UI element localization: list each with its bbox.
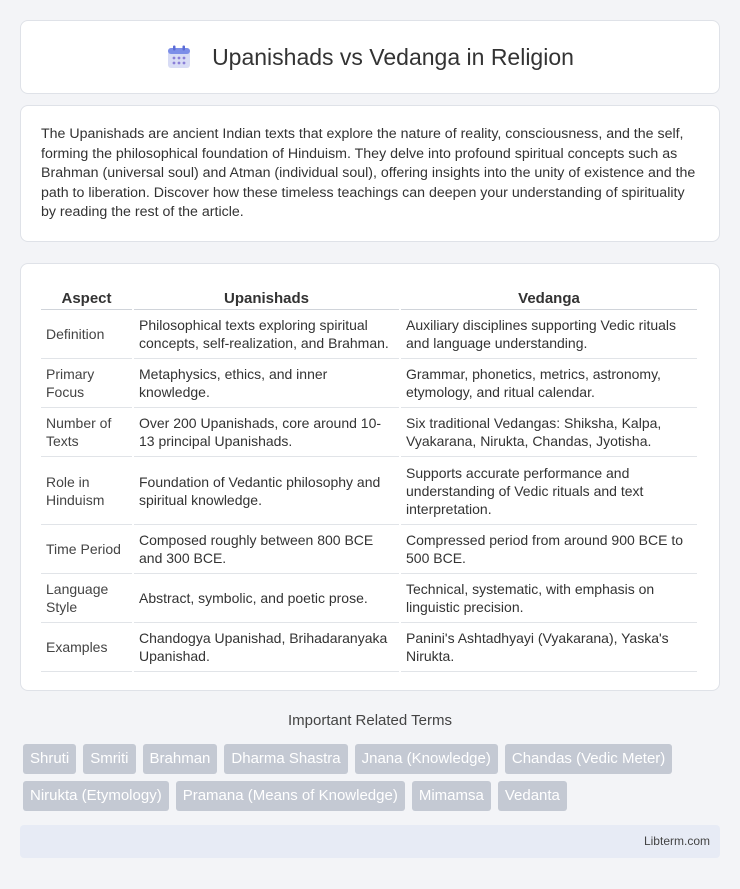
intro-card [20, 105, 720, 242]
term-tag[interactable]: Chandas (Vedic Meter) [505, 744, 672, 774]
comparison-table-card [20, 263, 720, 691]
term-tag[interactable]: Dharma Shastra [224, 744, 347, 774]
cell-aspect: Role in Hinduism [41, 457, 132, 525]
cell-vedanga: Auxiliary disciplines supporting Vedic rituals and language understanding. [401, 310, 697, 359]
term-tag[interactable]: Brahman [143, 744, 218, 774]
term-tag[interactable]: Nirukta (Etymology) [23, 781, 169, 811]
cell-upanishads: Abstract, symbolic, and poetic prose. [134, 574, 399, 623]
cell-upanishads: Foundation of Vedantic philosophy and spiritual knowledge. [134, 457, 399, 525]
table-row [41, 525, 697, 574]
cell-aspect: Language Style [41, 574, 132, 623]
calendar-icon [166, 44, 192, 70]
table-row [41, 623, 697, 672]
page-title: Upanishads vs Vedanga in Religion [212, 43, 574, 70]
cell-aspect: Examples [41, 623, 132, 672]
related-terms-title: Important Related Terms [288, 712, 452, 729]
cell-upanishads: Philosophical texts exploring spiritual concepts, self-realization, and Brahman. [134, 310, 399, 359]
term-tag[interactable]: Jnana (Knowledge) [355, 744, 498, 774]
table-row [41, 574, 697, 623]
cell-vedanga: Compressed period from around 900 BCE to 500 BCE. [401, 525, 697, 574]
cell-upanishads: Chandogya Upanishad, Brihadaranyaka Upanishad. [134, 623, 399, 672]
related-terms-list [23, 744, 723, 811]
cell-aspect: Definition [41, 310, 132, 359]
table-row [41, 310, 697, 359]
table-row [41, 408, 697, 457]
cell-aspect: Number of Texts [41, 408, 132, 457]
cell-vedanga: Six traditional Vedangas: Shiksha, Kalpa, Vyakarana, Nirukta, Chandas, Jyotisha. [401, 408, 697, 457]
header-upanishads: Upanishads [134, 284, 399, 310]
header-aspect: Aspect [41, 284, 132, 310]
footer-site-link[interactable]: Libterm.com [643, 834, 710, 848]
cell-vedanga: Supports accurate performance and understanding of Vedic rituals and text interpretation. [401, 457, 697, 525]
term-tag[interactable]: Vedanta [498, 781, 567, 811]
cell-upanishads: Composed roughly between 800 BCE and 300 BCE. [134, 525, 399, 574]
term-tag[interactable]: Shruti [23, 744, 76, 774]
footer [20, 825, 720, 858]
cell-vedanga: Panini's Ashtadhyayi (Vyakarana), Yaska's Nirukta. [401, 623, 697, 672]
term-tag[interactable]: Pramana (Means of Knowledge) [176, 781, 405, 811]
cell-vedanga: Technical, systematic, with emphasis on linguistic precision. [401, 574, 697, 623]
table-row [41, 359, 697, 408]
comparison-table [39, 284, 699, 672]
cell-aspect: Time Period [41, 525, 132, 574]
cell-upanishads: Metaphysics, ethics, and inner knowledge. [134, 359, 399, 408]
table-header-row [41, 284, 697, 310]
term-tag[interactable]: Mimamsa [412, 781, 491, 811]
table-row [41, 457, 697, 525]
term-tag[interactable]: Smriti [83, 744, 135, 774]
intro-text: The Upanishads are ancient Indian texts that explore the nature of reality, consciousness, and the self, forming the philosophical foundation of Hinduism. They delve into profound spiritual concepts such as Brahman (universal soul) and Atman (individual soul), offering insights into the unity of existence and the path to liberation. Discover how these timeless teachings can deepen your understanding of spirituality by reading the rest of the article. [41, 126, 696, 220]
cell-vedanga: Grammar, phonetics, metrics, astronomy, etymology, and ritual calendar. [401, 359, 697, 408]
header-card [20, 20, 720, 94]
header-vedanga: Vedanga [401, 284, 697, 310]
cell-upanishads: Over 200 Upanishads, core around 10-13 principal Upanishads. [134, 408, 399, 457]
cell-aspect: Primary Focus [41, 359, 132, 408]
